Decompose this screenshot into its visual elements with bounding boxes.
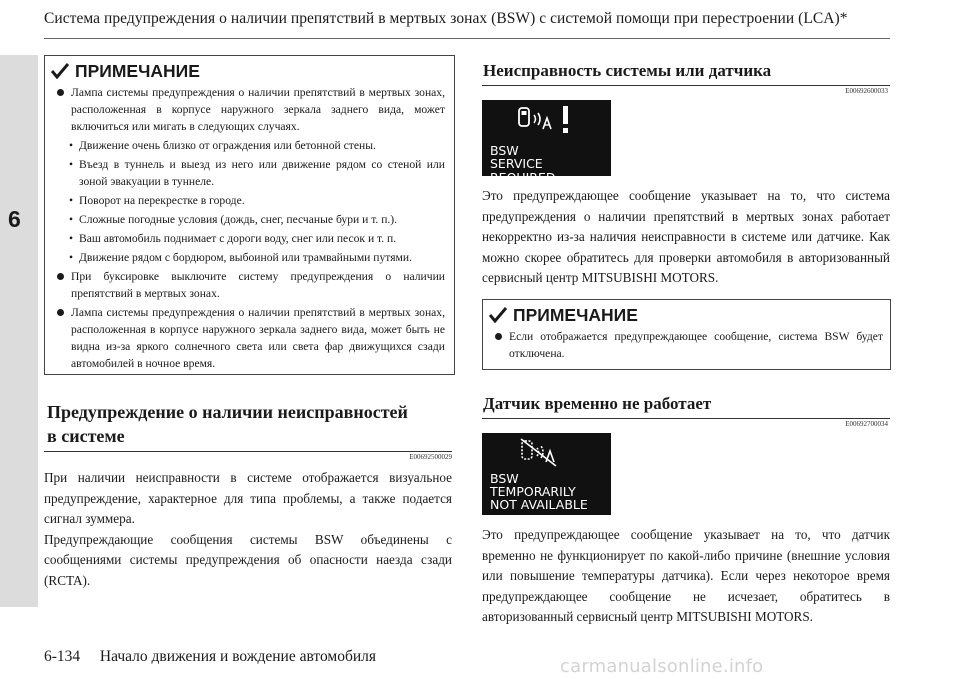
section-body-text [44, 468, 452, 591]
checkmark-icon [51, 63, 69, 79]
note-list [495, 328, 883, 364]
note-heading [489, 304, 638, 326]
note-sub-text: Движение рядом с бордюром, выбоиной или трамвайными путями. [79, 251, 412, 264]
note-sub-text: Ваш автомобиль поднимает с дороги воду, снег или песок и т. п. [79, 232, 397, 245]
note-heading-label: ПРИМЕЧАНИЕ [75, 60, 200, 81]
note-sub-item: • Ваш автомобиль поднимает с дороги воду, снег или песок и т. п. [69, 232, 397, 245]
note-bullet [57, 84, 445, 135]
screen-text: BSW [490, 143, 519, 158]
blind-spot-car-icon [517, 105, 579, 135]
page-footer [44, 648, 376, 666]
paragraph: При наличии неисправности в системе отображается визуальное предупреждение, характерное для типа проблемы, а также подается сигнал зуммера. [44, 470, 452, 526]
section-heading-malfunction: Неисправность системы или датчика [483, 61, 772, 80]
note-bullet [57, 304, 445, 372]
note-sub-text: Поворот на перекрестке в городе. [79, 194, 245, 207]
section-title-line: Предупреждение о наличии неисправностей [47, 402, 408, 422]
note-list [57, 84, 445, 374]
paragraph: Предупреждающие сообщения системы BSW объединены с сообщениями системы предупреждения об опасности наезда сзади (RCTA). [44, 531, 452, 588]
chapter-title: Начало движения и вождение автомобиля [99, 648, 377, 665]
site-watermark: carmanualsonline.info [560, 656, 764, 677]
note-box-main [44, 55, 455, 375]
note-bullet-text: Лампа системы предупреждения о наличии препятствий в мертвых зонах, расположенная в корпусе наружного зеркала заднего вида, может быть не видна из-за яркого солнечного света или света фар движущихся сзади автомобилей в ночное время. [71, 306, 445, 370]
note-sub-item: • Движение рядом с бордюром, выбоиной или трамвайными путями. [69, 251, 412, 264]
note-sub-text: Въезд в туннель и выезд из него или движение рядом со стеной или зоной эвакуации в туннеле. [79, 158, 445, 188]
chapter-number: 6 [8, 206, 21, 232]
section-body-text: Это предупреждающее сообщение указывает на то, что датчик временно не функционирует по какой-либо причине (внешние условия или повышение температуры датчика). Если через некоторое время предупреждающее сообщение не исчезает, обратитесь в авторизованный сервисный центр MITSUBISHI MOTORS. [482, 527, 890, 624]
section-divider [482, 85, 890, 86]
page-number: 6-134 [44, 648, 81, 665]
note-bullet-text: Если отображается предупреждающее сообщение, система BSW будет отключена. [509, 330, 883, 360]
note-box-secondary [482, 299, 891, 370]
section-body-text: Это предупреждающее сообщение указывает на то, что система предупреждения о наличии препятствий в мертвых зонах работает некорректно из-за наличия неисправности в системе или датчике. Как можно скорее обратитесь для проверки автомобиля в авторизованный сервисный центр MITSUBISHI MOTORS. [482, 188, 890, 285]
screen-text: NOT AVAILABLE [490, 497, 588, 512]
note-bullet-text: При буксировке выключите систему предупреждения о наличии препятствий в мертвых зонах. [71, 270, 445, 300]
section-code: E00692700034 [845, 420, 888, 428]
note-heading-label: ПРИМЕЧАНИЕ [513, 304, 638, 325]
note-bullet [495, 328, 883, 362]
chapter-side-tab [0, 55, 38, 607]
display-screen-temporarily-unavailable [482, 433, 611, 515]
note-bullet-text: Лампа системы предупреждения о наличии препятствий в мертвых зонах, расположенная в корпусе наружного зеркала заднего вида, может включиться или мигать в следующих случаях. [71, 86, 445, 133]
section-divider [482, 418, 890, 419]
checkmark-icon [489, 307, 507, 323]
note-heading [51, 60, 200, 82]
display-screen-service-required [482, 100, 611, 185]
note-sub-text: Сложные погодные условия (дождь, снег, песчаные бури и т. п.). [79, 213, 398, 226]
section-heading-sensor-unavailable: Датчик временно не работает [483, 394, 712, 413]
note-sub-item: • Поворот на перекрестке в городе. [69, 194, 245, 207]
note-sub-item: • Въезд в туннель и выезд из него или движение рядом со стеной или зоной эвакуации в туннеле. [69, 158, 445, 188]
page-header-title: Система предупреждения о наличии препятствий в мертвых зонах (BSW) с системой помощи при перестроении (LCA)* [44, 10, 848, 27]
section-code: E00692500029 [409, 453, 452, 461]
section-heading-system-warning [47, 400, 451, 448]
section-divider [44, 451, 452, 452]
section-title-line: в системе [47, 426, 125, 446]
note-bullet [57, 268, 445, 302]
header-divider [44, 38, 890, 39]
blind-spot-disabled-icon [520, 438, 570, 468]
note-sub-item: • Движение очень близко от ограждения или бетонной стены. [69, 139, 376, 152]
note-sub-text: Движение очень близко от ограждения или бетонной стены. [79, 139, 376, 152]
screen-text: TEMPORARILY [490, 484, 576, 499]
section-code: E00692600033 [845, 87, 888, 95]
screen-text: BSW [490, 471, 519, 486]
screen-text: SERVICE REQUIRED [490, 156, 556, 185]
note-sub-item: • Сложные погодные условия (дождь, снег, песчаные бури и т. п.). [69, 213, 398, 226]
